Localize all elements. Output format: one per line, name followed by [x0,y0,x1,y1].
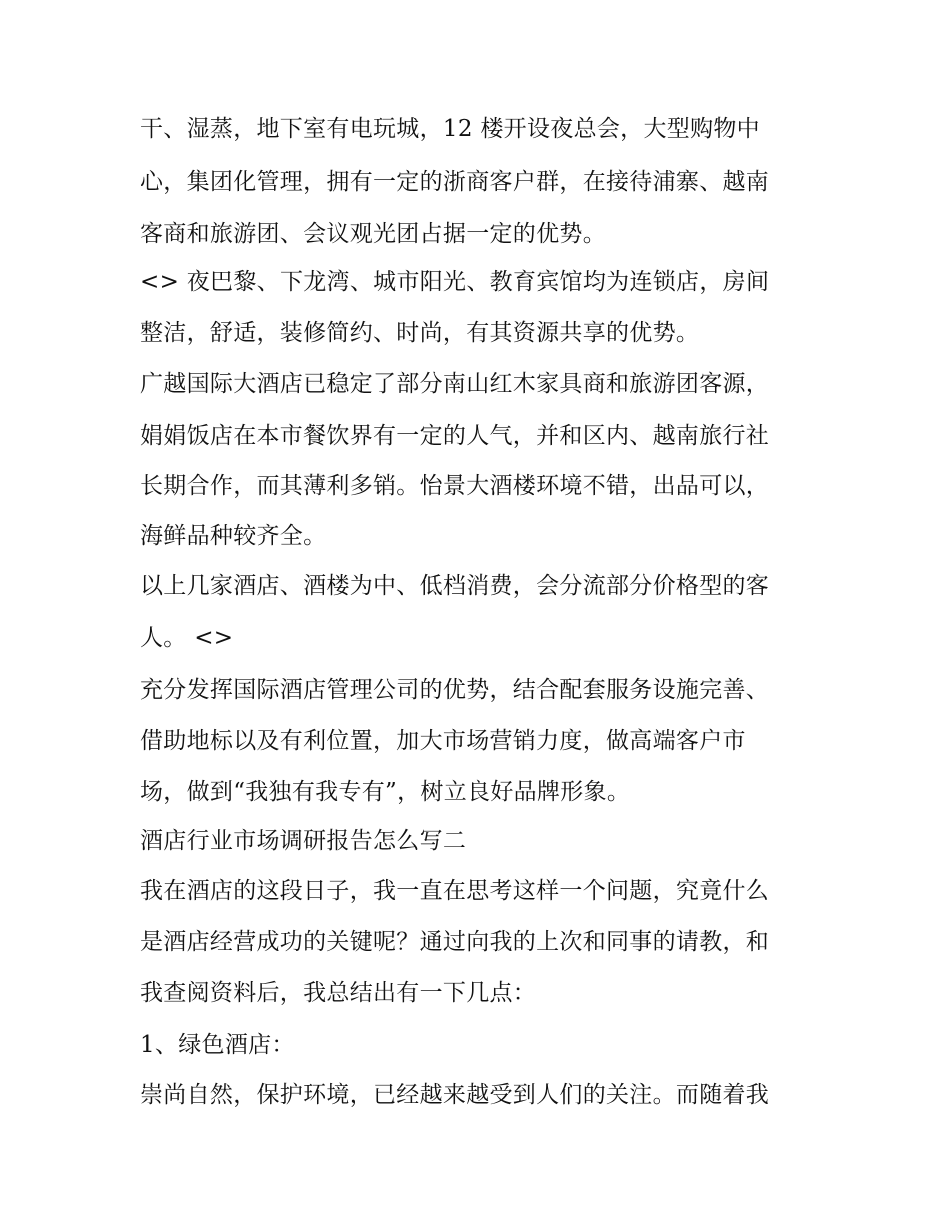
paragraph-line: 娟娟饭店在本市餐饮界有一定的人气，并和区内、越南旅行社 [140,423,770,449]
section-heading: 酒店行业市场调研报告怎么写二 [140,828,467,854]
paragraph-line: 海鲜品种较齐全。 [140,523,327,549]
paragraph-line: 场，做到“我独有我专有”，树立良好品牌形象。 [140,779,631,805]
paragraph-line: 是酒店经营成功的关键呢？通过向我的上次和同事的请教，和 [140,929,770,955]
list-item-heading: 1、绿色酒店： [140,1032,295,1058]
paragraph-line: 我在酒店的这段日子，我一直在思考这样一个问题，究竟什么 [140,878,770,904]
paragraph-line: 整洁，舒适，装修简约、时尚，有其资源共享的优势。 [140,320,700,346]
paragraph-line: 充分发挥国际酒店管理公司的优势，结合配套服务设施完善、 [140,677,770,703]
paragraph-line: 长期合作，而其薄利多销。怡景大酒楼环境不错，出品可以， [140,473,770,499]
paragraph-line: <> 夜巴黎、下龙湾、城市阳光、教育宾馆均为连锁店，房间 [140,269,770,295]
paragraph-line: 以上几家酒店、酒楼为中、低档消费，会分流部分价格型的客 [140,573,770,599]
paragraph-line: 我查阅资料后，我总结出有一下几点： [140,980,537,1006]
paragraph-line: 人。 <> [140,625,234,651]
paragraph-line: 心，集团化管理，拥有一定的浙商客户群，在接待浦寨、越南 [140,169,770,195]
paragraph-line: 客商和旅游团、会议观光团占据一定的优势。 [140,221,606,247]
paragraph-line: 广越国际大酒店已稳定了部分南山红木家具商和旅游团客源， [140,371,770,397]
paragraph-line: 干、湿蒸，地下室有电玩城，12 楼开设夜总会，大型购物中 [140,116,760,142]
paragraph-line: 崇尚自然，保护环境，已经越来越受到人们的关注。而随着我 [140,1082,770,1108]
paragraph-line: 借助地标以及有利位置，加大市场营销力度，做高端客户市 [140,728,746,754]
